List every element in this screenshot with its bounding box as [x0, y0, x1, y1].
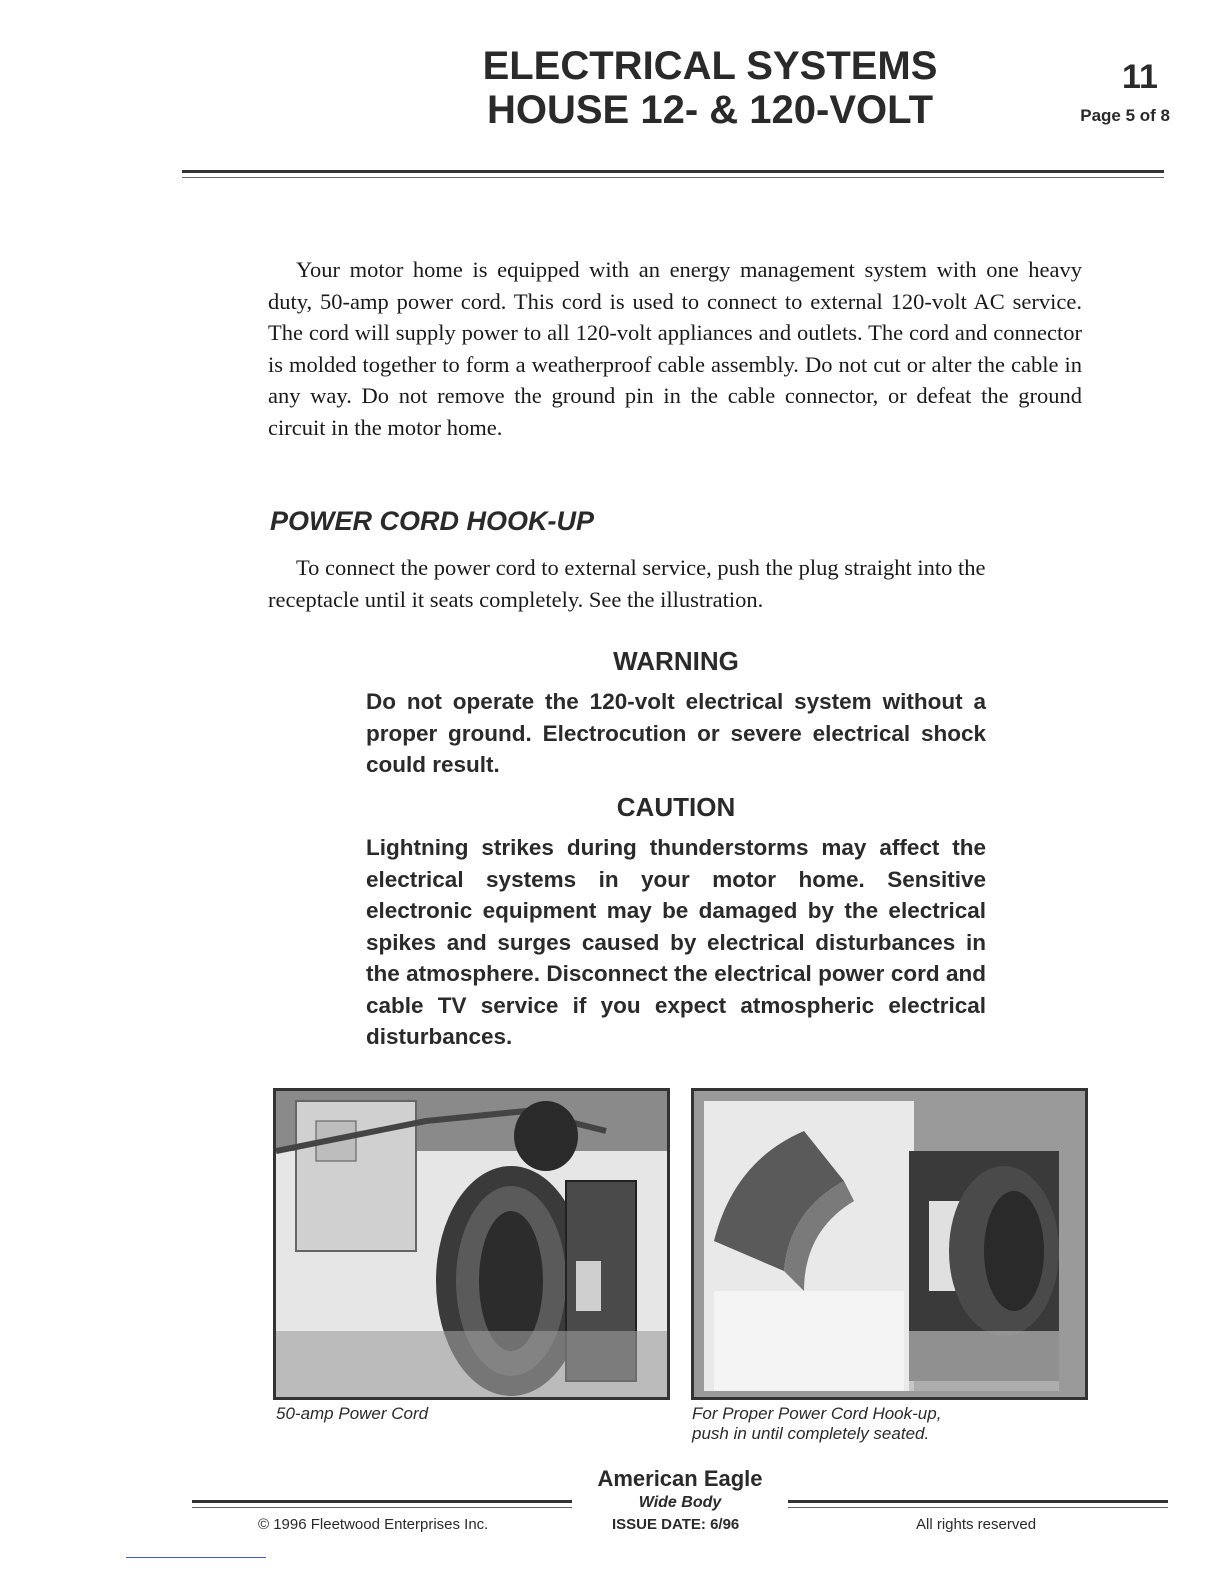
issue-date: ISSUE DATE: 6/96 [612, 1516, 740, 1533]
edge-mark [126, 1557, 266, 1558]
chapter-number: 11 [1122, 58, 1158, 96]
figure-2-caption [692, 1404, 941, 1444]
power-cord-illustration [276, 1091, 667, 1397]
section-heading: POWER CORD HOOK-UP [270, 506, 594, 536]
caution-title: CAUTION [616, 792, 736, 822]
figure-1-caption: 50-amp Power Cord [276, 1404, 429, 1423]
hookup-illustration [694, 1091, 1085, 1397]
power-cord-photo [273, 1088, 670, 1400]
page-indicator: Page 5 of 8 [1080, 106, 1170, 125]
title-line-2: HOUSE 12- & 120-VOLT [486, 88, 934, 132]
caution-text: Lightning strikes during thunderstorms may affect the electrical systems in your motor home. Sensitive electronic equipment may be damaged by the electrical spikes and surges caused by electrical disturbances in the atmosphere. Disconnect the electrical power cord and cable TV service if you expect atmospheric electrical disturbances. [366, 835, 986, 1049]
figure-2-caption-line-1: For Proper Power Cord Hook-up, [692, 1404, 942, 1423]
title-line-1: ELECTRICAL SYSTEMS [482, 44, 938, 88]
footer-divider-right [788, 1500, 1168, 1508]
footer-divider-left [192, 1500, 572, 1508]
header-divider [182, 170, 1164, 178]
model-name: Wide Body [638, 1494, 722, 1511]
brand-name: American Eagle [597, 1466, 763, 1491]
rights-notice: All rights reserved [916, 1516, 1037, 1533]
warning-title: WARNING [613, 646, 739, 676]
figure-2-caption-line-2: push in until completely seated. [692, 1424, 930, 1443]
section-body: To connect the power cord to external service, push the plug straight into the receptacle until it seats completely. See the illustration. [268, 555, 986, 612]
warning-text: Do not operate the 120-volt electrical system without a proper ground. Electrocution or severe electrical shock could result. [366, 689, 986, 777]
copyright: © 1996 Fleetwood Enterprises Inc. [258, 1516, 489, 1533]
hookup-photo [691, 1088, 1088, 1400]
page-title [430, 44, 990, 132]
intro-paragraph: Your motor home is equipped with an energy management system with one heavy duty, 50-amp power cord. This cord is used to connect to external 120-volt AC service. The cord will supply power to all 120-volt appliances and outlets. The cord and connector is molded together to form a weatherproof cable assembly. Do not cut or alter the cable in any way. Do not remove the ground pin in the cable connector, or defeat the ground circuit in the motor home. [268, 257, 1082, 440]
